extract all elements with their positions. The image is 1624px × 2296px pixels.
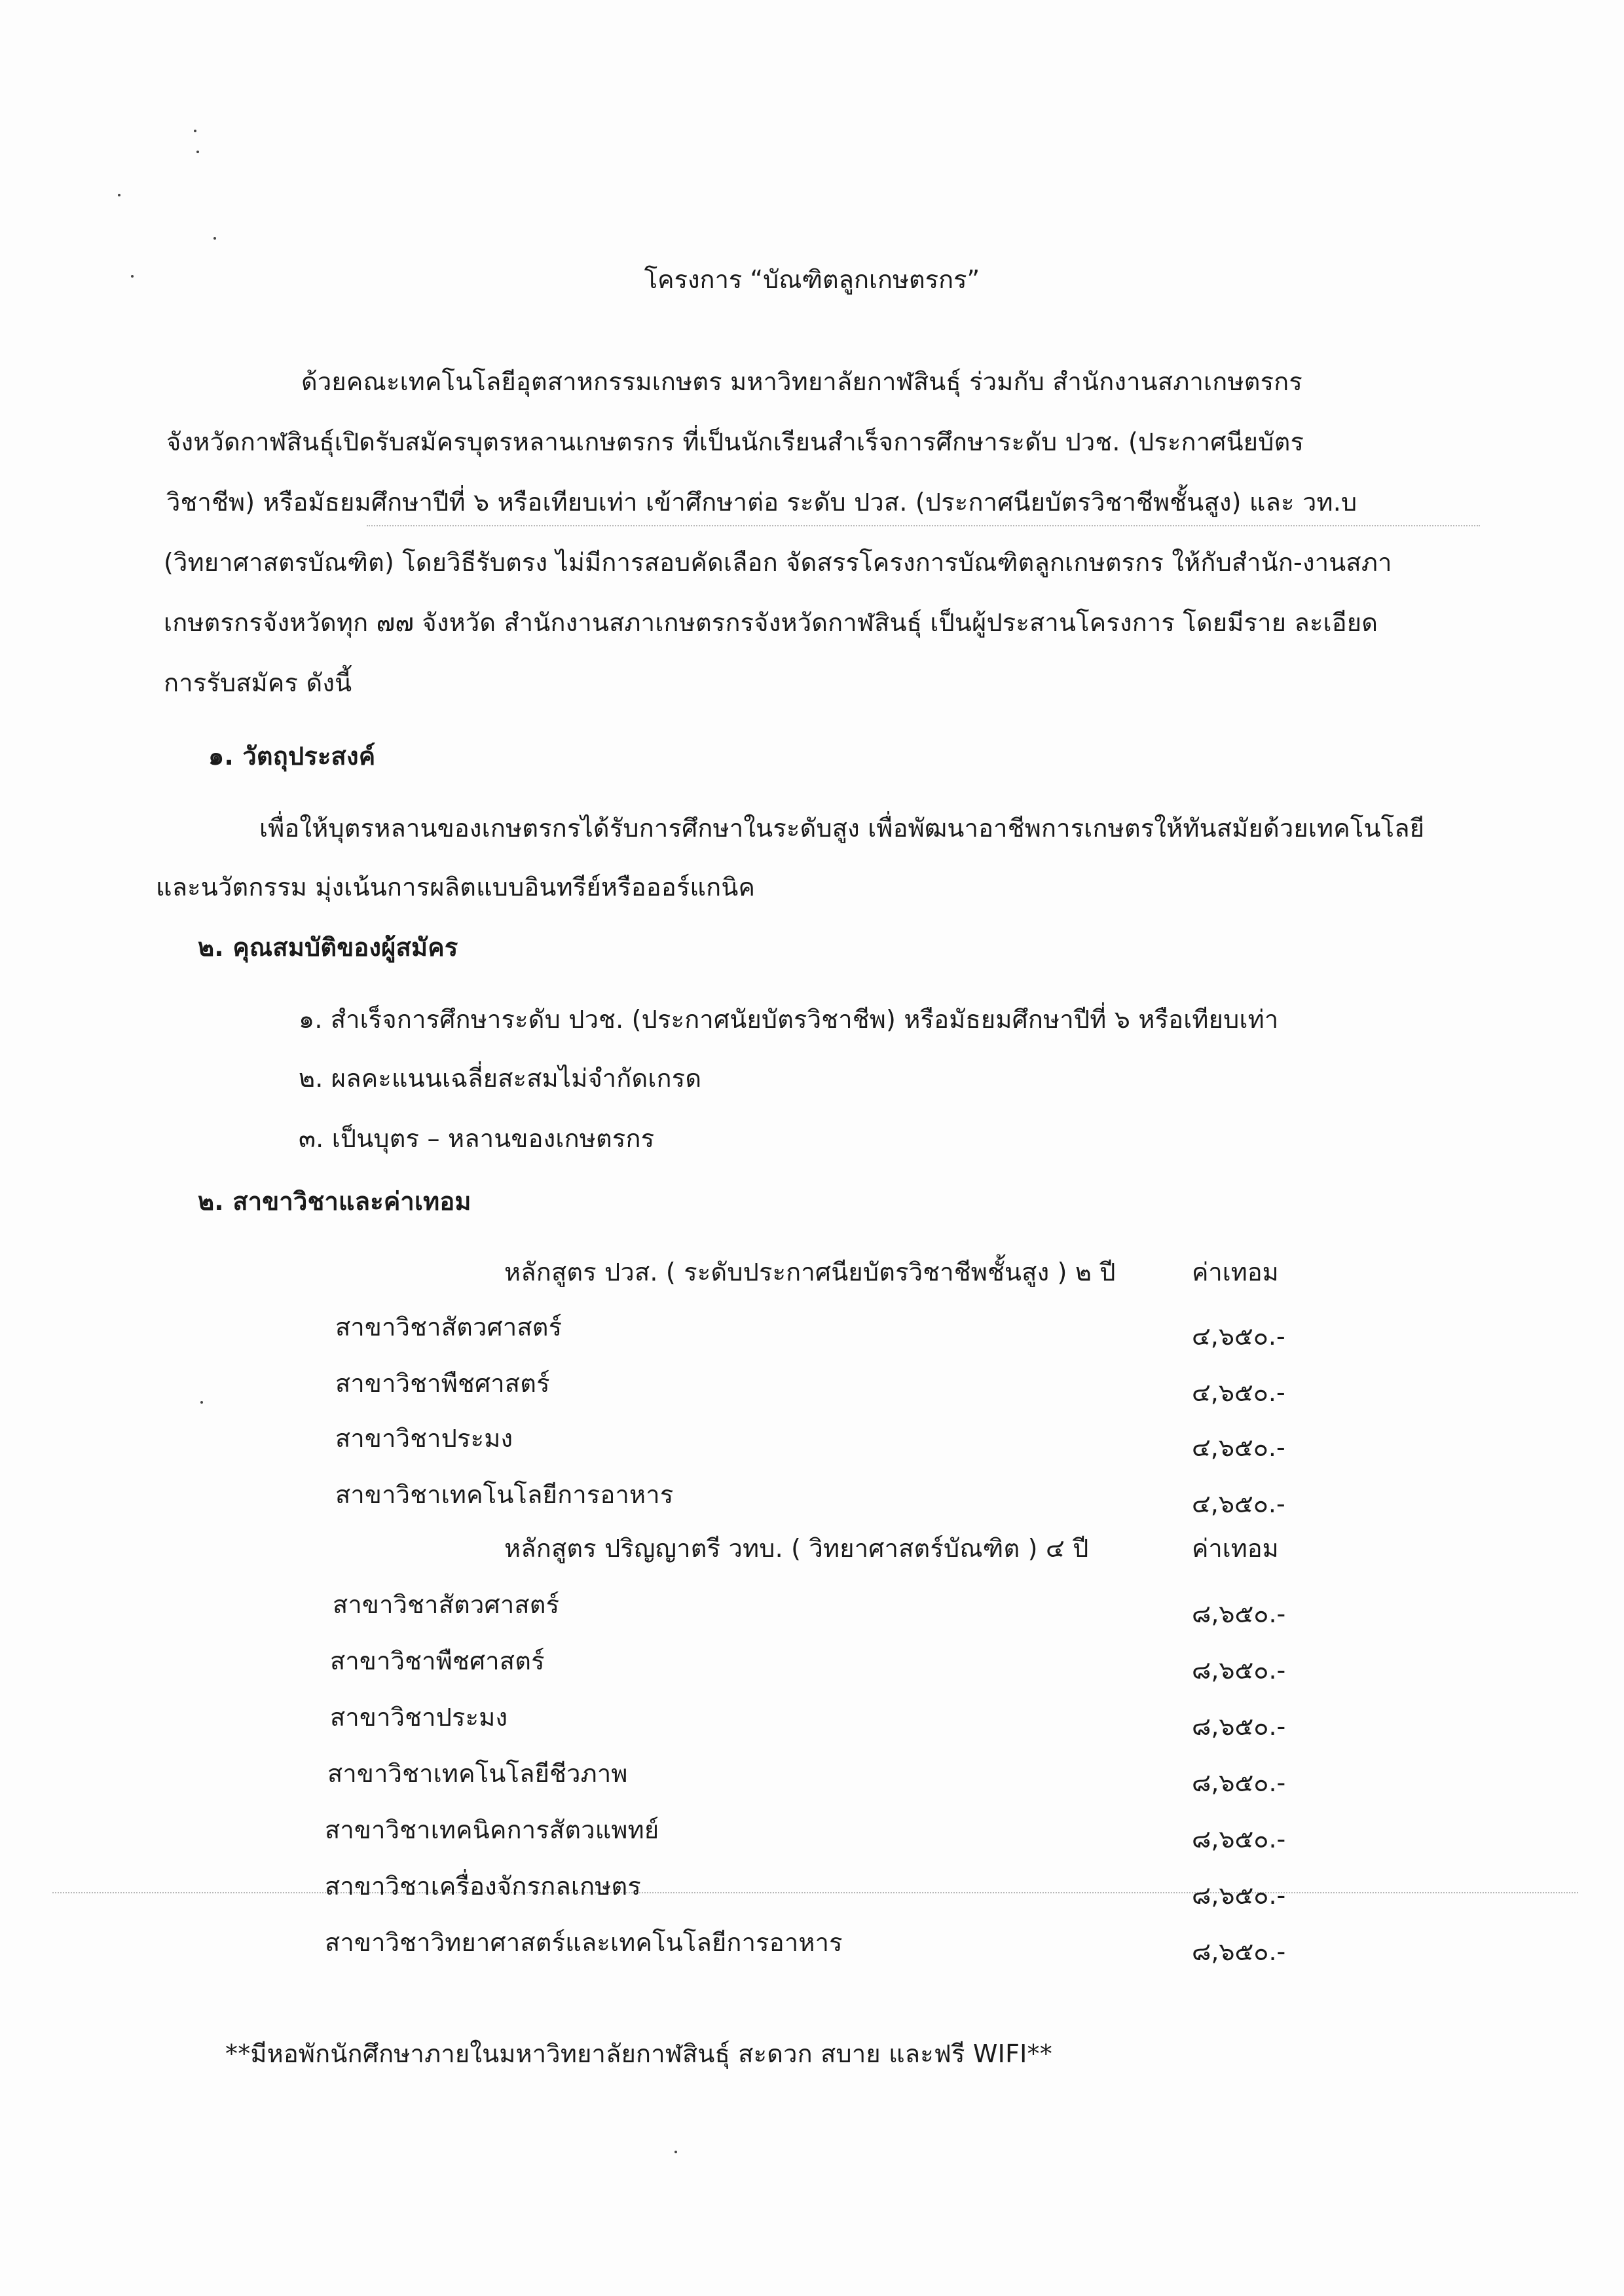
scan-speck xyxy=(213,237,216,240)
program-title: หลักสูตร ปวส. ( ระดับประกาศนียบัตรวิชาชีพชั้นสูง ) ๒ ปี xyxy=(504,1258,1116,1286)
major-fee: ๔,๖๕๐.- xyxy=(1192,1378,1285,1407)
major-name: สาขาวิชาเทคโนโลยีการอาหาร xyxy=(335,1480,674,1509)
intro-line: เกษตรกรจังหวัดทุก ๗๗ จังหวัด สำนักงานสภาเกษตรกรจังหวัดกาฬสินธุ์ เป็นผู้ประสานโครงการ โดยมีราย ละเอียด xyxy=(164,608,1378,637)
major-name: สาขาวิชาพืชศาสตร์ xyxy=(330,1647,545,1675)
intro-line: จังหวัดกาฬสินธุ์เปิดรับสมัครบุตรหลานเกษตรกร ที่เป็นนักเรียนสำเร็จการศึกษาระดับ ปวช. (ประกาศนียบัตร xyxy=(166,428,1304,456)
section-heading-majors-fees: ๒. สาขาวิชาและค่าเทอม xyxy=(198,1187,471,1216)
scan-speck xyxy=(674,2151,677,2153)
fee-column-header: ค่าเทอม xyxy=(1192,1258,1279,1286)
major-fee: ๔,๖๕๐.- xyxy=(1192,1433,1285,1462)
major-fee: ๘,๖๕๐.- xyxy=(1192,1768,1286,1797)
objectives-line: เพื่อให้บุตรหลานของเกษตรกรได้รับการศึกษาในระดับสูง เพื่อพัฒนาอาชีพการเกษตรให้ทันสมัยด้วยเทคโนโลยี xyxy=(259,814,1425,843)
scan-speck xyxy=(194,130,196,132)
dormitory-note: **มีหอพักนักศึกษาภายในมหาวิทยาลัยกาฬสินธุ์ สะดวก สบาย และฟรี WIFI** xyxy=(225,2039,1052,2068)
intro-line: วิชาชีพ) หรือมัธยมศึกษาปีที่ ๖ หรือเทียบเท่า เข้าศึกษาต่อ ระดับ ปวส. (ประกาศนียบัตรวิชาชีพชั้นสูง) และ วท.บ xyxy=(166,488,1357,517)
major-name: สาขาวิชาสัตวศาสตร์ xyxy=(335,1313,563,1341)
page-title: โครงการ “บัณฑิตลูกเกษตรกร” xyxy=(644,265,980,294)
major-name: สาขาวิชาเทคนิคการสัตวแพทย์ xyxy=(325,1815,659,1844)
major-fee: ๘,๖๕๐.- xyxy=(1192,1825,1286,1853)
major-name: สาขาวิชาเครื่องจักรกลเกษตร xyxy=(325,1872,642,1901)
major-fee: ๘,๖๕๐.- xyxy=(1192,1656,1286,1685)
program-title: หลักสูตร ปริญญาตรี วทบ. ( วิทยาศาสตร์บัณฑิต ) ๔ ปี xyxy=(504,1534,1089,1563)
qualification-item: ๑. สำเร็จการศึกษาระดับ ปวช. (ประกาศนัยบัตรวิชาชีพ) หรือมัธยมศึกษาปีที่ ๖ หรือเทียบเท่า xyxy=(299,1005,1279,1034)
scan-line xyxy=(52,1892,1578,1893)
major-fee: ๘,๖๕๐.- xyxy=(1192,1937,1286,1966)
major-name: สาขาวิชาพืชศาสตร์ xyxy=(335,1369,550,1398)
major-name: สาขาวิชาประมง xyxy=(330,1703,508,1732)
section-heading-qualifications: ๒. คุณสมบัติของผู้สมัคร xyxy=(198,933,458,962)
major-fee: ๘,๖๕๐.- xyxy=(1192,1599,1286,1628)
scan-speck xyxy=(118,194,120,196)
major-name: สาขาวิชาเทคโนโลยีชีวภาพ xyxy=(327,1759,628,1788)
major-name: สาขาวิชาวิทยาศาสตร์และเทคโนโลยีการอาหาร xyxy=(325,1928,843,1957)
scan-line xyxy=(367,525,1480,526)
qualification-item: ๒. ผลคะแนนเฉลี่ยสะสมไม่จำกัดเกรด xyxy=(299,1064,702,1093)
major-fee: ๘,๖๕๐.- xyxy=(1192,1712,1286,1741)
fee-column-header: ค่าเทอม xyxy=(1192,1534,1279,1563)
objectives-line: และนวัตกรรม มุ่งเน้นการผลิตแบบอินทรีย์หรือออร์แกนิค xyxy=(156,873,756,902)
major-name: สาขาวิชาสัตวศาสตร์ xyxy=(333,1590,560,1619)
major-fee: ๘,๖๕๐.- xyxy=(1192,1881,1286,1910)
major-fee: ๔,๖๕๐.- xyxy=(1192,1322,1285,1351)
scan-speck xyxy=(196,151,199,153)
qualification-item: ๓. เป็นบุตร – หลานของเกษตรกร xyxy=(299,1124,655,1153)
intro-line: การรับสมัคร ดังนี้ xyxy=(164,668,352,697)
intro-line: (วิทยาศาสตรบัณฑิต) โดยวิธีรับตรง ไม่มีการสอบคัดเลือก จัดสรรโครงการบัณฑิตลูกเกษตรกร ให้กับสำนัก-งานสภา xyxy=(164,548,1392,577)
section-heading-objectives: ๑. วัตถุประสงค์ xyxy=(208,742,376,771)
major-fee: ๔,๖๕๐.- xyxy=(1192,1489,1285,1518)
major-name: สาขาวิชาประมง xyxy=(335,1424,513,1453)
intro-line: ด้วยคณะเทคโนโลยีอุตสาหกรรมเกษตร มหาวิทยาลัยกาฬสินธุ์ ร่วมกับ สำนักงานสภาเกษตรกร xyxy=(301,367,1303,396)
scan-speck xyxy=(200,1401,203,1404)
